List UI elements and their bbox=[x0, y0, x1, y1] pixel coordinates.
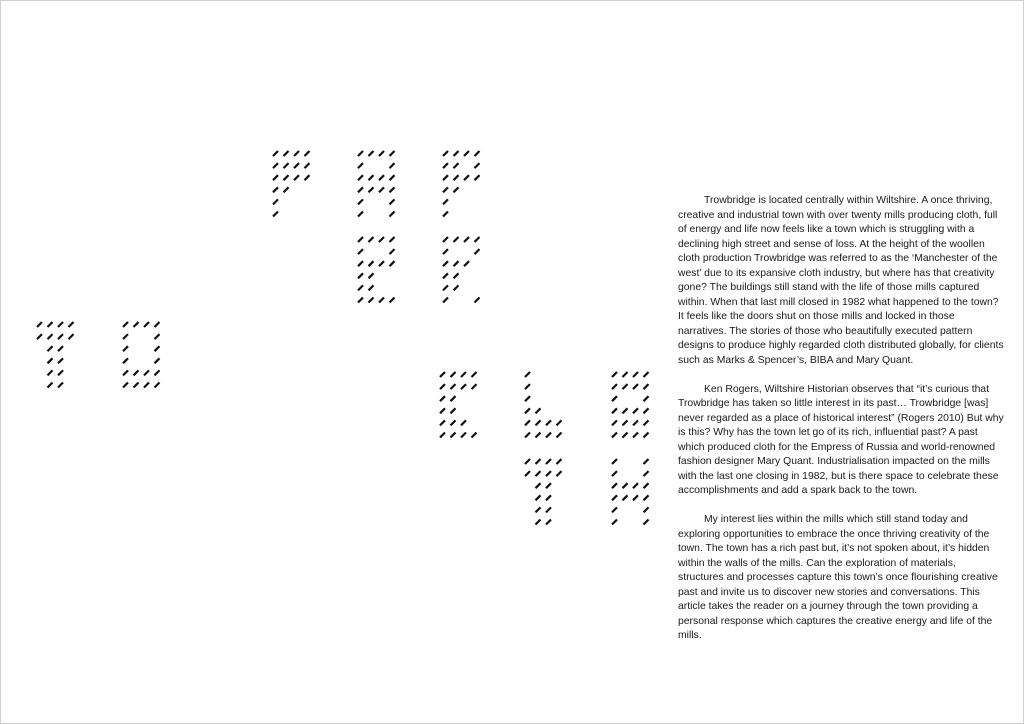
title-slash-mark bbox=[37, 334, 42, 339]
title-slash-mark bbox=[536, 408, 541, 413]
title-slash-mark bbox=[58, 346, 63, 351]
title-slash-mark bbox=[633, 483, 638, 488]
title-slash-mark bbox=[644, 483, 649, 488]
title-slash-mark bbox=[48, 334, 53, 339]
title-slash-mark bbox=[644, 384, 649, 389]
title-slash-mark bbox=[461, 384, 466, 389]
title-slash-mark bbox=[379, 261, 384, 266]
title-slash-mark bbox=[612, 459, 617, 464]
title-slash-mark bbox=[644, 420, 649, 425]
title-slash-mark bbox=[472, 433, 477, 438]
title-slash-mark bbox=[536, 495, 541, 500]
title-slash-mark bbox=[284, 151, 289, 156]
title-slash-mark bbox=[273, 163, 278, 168]
title-slash-mark bbox=[472, 372, 477, 377]
title-slash-mark bbox=[644, 520, 649, 525]
title-slash-mark bbox=[273, 175, 278, 180]
title-slash-mark bbox=[525, 420, 530, 425]
title-slash-mark bbox=[390, 261, 395, 266]
title-slash-mark bbox=[69, 322, 74, 327]
title-slash-mark bbox=[358, 151, 363, 156]
title-slash-mark bbox=[454, 151, 459, 156]
title-slash-mark bbox=[369, 151, 374, 156]
title-slash-mark bbox=[144, 322, 149, 327]
title-slash-mark bbox=[123, 334, 128, 339]
title-slash-mark bbox=[443, 249, 448, 254]
title-slash-mark bbox=[305, 175, 310, 180]
title-slash-mark bbox=[58, 358, 63, 363]
title-slash-mark bbox=[443, 273, 448, 278]
title-slash-mark bbox=[155, 383, 160, 388]
title-slash-mark bbox=[546, 459, 551, 464]
title-slash-mark bbox=[443, 163, 448, 168]
title-slash-mark bbox=[358, 163, 363, 168]
title-slash-mark bbox=[440, 396, 445, 401]
title-slash-mark bbox=[284, 163, 289, 168]
title-slash-mark bbox=[536, 507, 541, 512]
title-slash-mark bbox=[273, 187, 278, 192]
title-slash-mark bbox=[358, 273, 363, 278]
title-slash-mark bbox=[123, 383, 128, 388]
title-slash-mark bbox=[390, 212, 395, 217]
title-slash-mark bbox=[284, 175, 289, 180]
title-slash-mark bbox=[557, 420, 562, 425]
title-slash-mark bbox=[623, 372, 628, 377]
title-slash-mark bbox=[461, 372, 466, 377]
title-slash-mark bbox=[155, 358, 160, 363]
title-slash-mark bbox=[369, 273, 374, 278]
title-slash-mark bbox=[644, 459, 649, 464]
title-slash-mark bbox=[451, 372, 456, 377]
title-slash-mark bbox=[273, 212, 278, 217]
article-paragraph-1: Trowbridge is located centrally within Wiltshire. A once thriving, creative and industrial town with over twenty mills producing cloth, full of energy and life now feels like a town which is struggling with a declining high street and sense of loss. At the height of the woollen cloth production Trowbridge was referred to as the ‘Manchester of the west’ due to its expansive cloth industry, but where has that creativity gone? The buildings still stand with the life of those mills captured within. When that last mill closed in 1982 what happened to the town? It feels like the doors shut on those mills and locked in those narratives. The stories of those who beautifully executed pattern designs to produce highly regarded cloth distributed globally, for clients such as Marks & Spencer’s, BIBA and Mary Quant. bbox=[678, 195, 1004, 366]
title-slash-mark bbox=[546, 520, 551, 525]
title-slash-mark bbox=[623, 384, 628, 389]
title-slash-mark bbox=[305, 151, 310, 156]
title-slash-mark bbox=[623, 408, 628, 413]
title-slash-mark bbox=[546, 433, 551, 438]
title-slash-mark bbox=[69, 334, 74, 339]
title-slash-mark bbox=[48, 346, 53, 351]
title-slash-mark bbox=[525, 408, 530, 413]
title-slash-mark bbox=[134, 322, 139, 327]
title-slash-mark bbox=[451, 420, 456, 425]
title-slash-mark bbox=[284, 187, 289, 192]
title-slash-mark bbox=[358, 175, 363, 180]
title-slash-mark bbox=[525, 471, 530, 476]
title-slash-mark bbox=[557, 459, 562, 464]
title-slash-mark bbox=[633, 495, 638, 500]
article-paragraph-3: My interest lies within the mills which still stand today and exploring opportunities to embrace the once thriving creativity of the town. The town has a rich past but, it’s not spoken about, it’s hidden within the walls of the mills. Can the exploration of materials, structures and processes capture this town’s once flourishing creative past and invite us to discover new stories and conversations. This article takes the reader on a journey through the town providing a personal response which captures the creative energy and life of the mills. bbox=[678, 514, 998, 641]
title-slash-mark bbox=[451, 396, 456, 401]
title-slash-mark bbox=[390, 237, 395, 242]
title-slash-mark bbox=[443, 151, 448, 156]
title-slash-mark bbox=[633, 408, 638, 413]
title-slash-mark bbox=[390, 187, 395, 192]
title-slash-mark bbox=[155, 322, 160, 327]
title-slash-mark bbox=[475, 249, 480, 254]
title-slash-mark bbox=[305, 163, 310, 168]
title-slash-mark bbox=[379, 298, 384, 303]
title-slash-mark bbox=[536, 483, 541, 488]
title-slash-mark bbox=[454, 273, 459, 278]
title-slash-mark bbox=[536, 459, 541, 464]
title-slash-mark bbox=[358, 212, 363, 217]
title-slash-mark bbox=[390, 298, 395, 303]
title-slash-mark bbox=[123, 358, 128, 363]
title-slash-mark bbox=[273, 151, 278, 156]
title-slash-mark bbox=[390, 175, 395, 180]
title-slash-mark bbox=[644, 495, 649, 500]
title-slash-mark bbox=[546, 471, 551, 476]
title-slash-mark bbox=[454, 237, 459, 242]
title-slash-mark bbox=[358, 261, 363, 266]
title-slash-mark bbox=[358, 298, 363, 303]
title-slash-mark bbox=[369, 175, 374, 180]
title-slash-mark bbox=[443, 261, 448, 266]
title-slash-mark bbox=[612, 520, 617, 525]
title-slash-mark bbox=[443, 285, 448, 290]
title-slash-mark bbox=[273, 199, 278, 204]
title-slash-mark bbox=[443, 175, 448, 180]
title-slash-mark bbox=[525, 384, 530, 389]
title-slash-mark bbox=[369, 237, 374, 242]
title-slash-mark bbox=[58, 370, 63, 375]
title-slash-mark bbox=[612, 396, 617, 401]
title-slash-mark bbox=[144, 370, 149, 375]
title-slash-mark bbox=[644, 507, 649, 512]
title-slash-mark bbox=[461, 433, 466, 438]
title-slash-mark bbox=[623, 433, 628, 438]
title-slash-mark bbox=[369, 187, 374, 192]
title-slash-mark bbox=[440, 372, 445, 377]
title-slash-mark bbox=[58, 322, 63, 327]
title-slash-mark bbox=[557, 433, 562, 438]
title-slash-mark bbox=[390, 163, 395, 168]
title-slash-mark bbox=[440, 408, 445, 413]
title-slash-mark bbox=[454, 285, 459, 290]
title-slash-mark bbox=[379, 175, 384, 180]
title-slash-mark bbox=[546, 507, 551, 512]
title-slash-mark bbox=[644, 372, 649, 377]
title-slash-mark bbox=[123, 322, 128, 327]
title-slash-mark bbox=[123, 346, 128, 351]
title-slash-mark bbox=[390, 151, 395, 156]
title-slash-mark bbox=[294, 175, 299, 180]
title-slash-mark bbox=[155, 334, 160, 339]
title-slash-mark bbox=[546, 495, 551, 500]
title-slash-mark bbox=[536, 433, 541, 438]
title-slash-mark bbox=[358, 249, 363, 254]
title-slash-mark bbox=[612, 495, 617, 500]
title-slash-mark bbox=[440, 420, 445, 425]
title-slash-mark bbox=[134, 370, 139, 375]
title-slash-mark bbox=[536, 520, 541, 525]
title-slash-mark bbox=[525, 396, 530, 401]
title-slash-mark bbox=[644, 433, 649, 438]
title-slash-mark bbox=[612, 507, 617, 512]
title-slash-mark bbox=[623, 483, 628, 488]
title-slash-mark bbox=[612, 420, 617, 425]
title-slash-mark bbox=[475, 298, 480, 303]
title-slash-mark bbox=[633, 420, 638, 425]
title-slash-mark bbox=[525, 372, 530, 377]
title-slash-mark bbox=[644, 396, 649, 401]
title-slash-mark bbox=[379, 151, 384, 156]
title-slash-mark bbox=[464, 237, 469, 242]
title-slash-mark bbox=[633, 384, 638, 389]
title-slash-mark bbox=[464, 175, 469, 180]
title-slash-mark bbox=[451, 408, 456, 413]
title-slash-mark bbox=[369, 261, 374, 266]
title-slash-mark bbox=[390, 199, 395, 204]
title-slash-mark bbox=[144, 383, 149, 388]
title-slash-mark bbox=[358, 285, 363, 290]
title-slash-mark bbox=[612, 483, 617, 488]
title-slash-mark bbox=[358, 237, 363, 242]
title-slash-mark bbox=[58, 334, 63, 339]
title-slash-mark bbox=[464, 151, 469, 156]
title-slash-mark bbox=[557, 471, 562, 476]
title-slash-mark bbox=[454, 187, 459, 192]
title-slash-mark bbox=[475, 151, 480, 156]
title-slash-mark bbox=[536, 420, 541, 425]
title-slash-mark bbox=[525, 459, 530, 464]
title-slash-mark bbox=[134, 383, 139, 388]
title-slash-mark bbox=[644, 408, 649, 413]
title-slash-mark bbox=[633, 372, 638, 377]
title-slash-mark bbox=[358, 187, 363, 192]
title-slash-mark bbox=[155, 346, 160, 351]
title-slash-mark bbox=[461, 420, 466, 425]
title-slash-mark bbox=[37, 322, 42, 327]
article-paragraph-2: Ken Rogers, Wiltshire Historian observes that “it’s curious that Trowbridge has taken so little interest in its past… Trowbridge [was] never regarded as a place of historical interest” (Rogers 2010) But why is this? Why has the town let go of its rich, influential past? A past which produced cloth for the Empress of Russia and world-renowned fashion designer Mary Quant. Industrialisation impacted on the mills with the last one closing in 1982, but is there space to celebrate these accomplishments and add a spark back to the town. bbox=[678, 383, 1004, 496]
title-slash-mark bbox=[58, 383, 63, 388]
title-slash-mark bbox=[155, 370, 160, 375]
title-slash-mark bbox=[440, 384, 445, 389]
title-slash-mark bbox=[612, 408, 617, 413]
title-slash-mark bbox=[123, 370, 128, 375]
title-slash-mark bbox=[612, 372, 617, 377]
title-slash-mark bbox=[369, 298, 374, 303]
title-slash-mark bbox=[358, 199, 363, 204]
title-slash-mark bbox=[454, 175, 459, 180]
title-slash-mark bbox=[443, 187, 448, 192]
title-slash-mark bbox=[451, 433, 456, 438]
title-slash-mark bbox=[294, 163, 299, 168]
title-slash-mark bbox=[525, 433, 530, 438]
title-slash-mark bbox=[623, 420, 628, 425]
title-slash-mark bbox=[390, 249, 395, 254]
title-slash-mark bbox=[48, 322, 53, 327]
title-slash-mark bbox=[379, 187, 384, 192]
title-slash-mark bbox=[612, 433, 617, 438]
title-slash-mark bbox=[546, 483, 551, 488]
title-slash-mark bbox=[379, 237, 384, 242]
title-slash-mark bbox=[48, 370, 53, 375]
title-slash-mark bbox=[612, 384, 617, 389]
title-slash-mark bbox=[475, 163, 480, 168]
title-slash-mark bbox=[546, 420, 551, 425]
title-slash-mark bbox=[633, 433, 638, 438]
title-slash-mark bbox=[623, 495, 628, 500]
title-slash-mark bbox=[48, 358, 53, 363]
title-slash-mark bbox=[475, 237, 480, 242]
title-slash-mark bbox=[454, 163, 459, 168]
title-slash-mark bbox=[48, 383, 53, 388]
title-slash-mark bbox=[464, 261, 469, 266]
title-slash-mark bbox=[443, 199, 448, 204]
title-slash-mark bbox=[536, 471, 541, 476]
title-slash-mark bbox=[451, 384, 456, 389]
title-slash-mark bbox=[443, 237, 448, 242]
title-slash-mark bbox=[294, 151, 299, 156]
title-slash-mark bbox=[475, 175, 480, 180]
title-slash-mark bbox=[369, 285, 374, 290]
title-slash-mark bbox=[443, 212, 448, 217]
title-slash-mark bbox=[472, 384, 477, 389]
title-slash-mark bbox=[440, 433, 445, 438]
title-slash-mark bbox=[644, 471, 649, 476]
title-slash-mark bbox=[443, 298, 448, 303]
article-body bbox=[678, 194, 1004, 644]
title-slash-mark bbox=[454, 261, 459, 266]
title-slash-mark bbox=[612, 471, 617, 476]
